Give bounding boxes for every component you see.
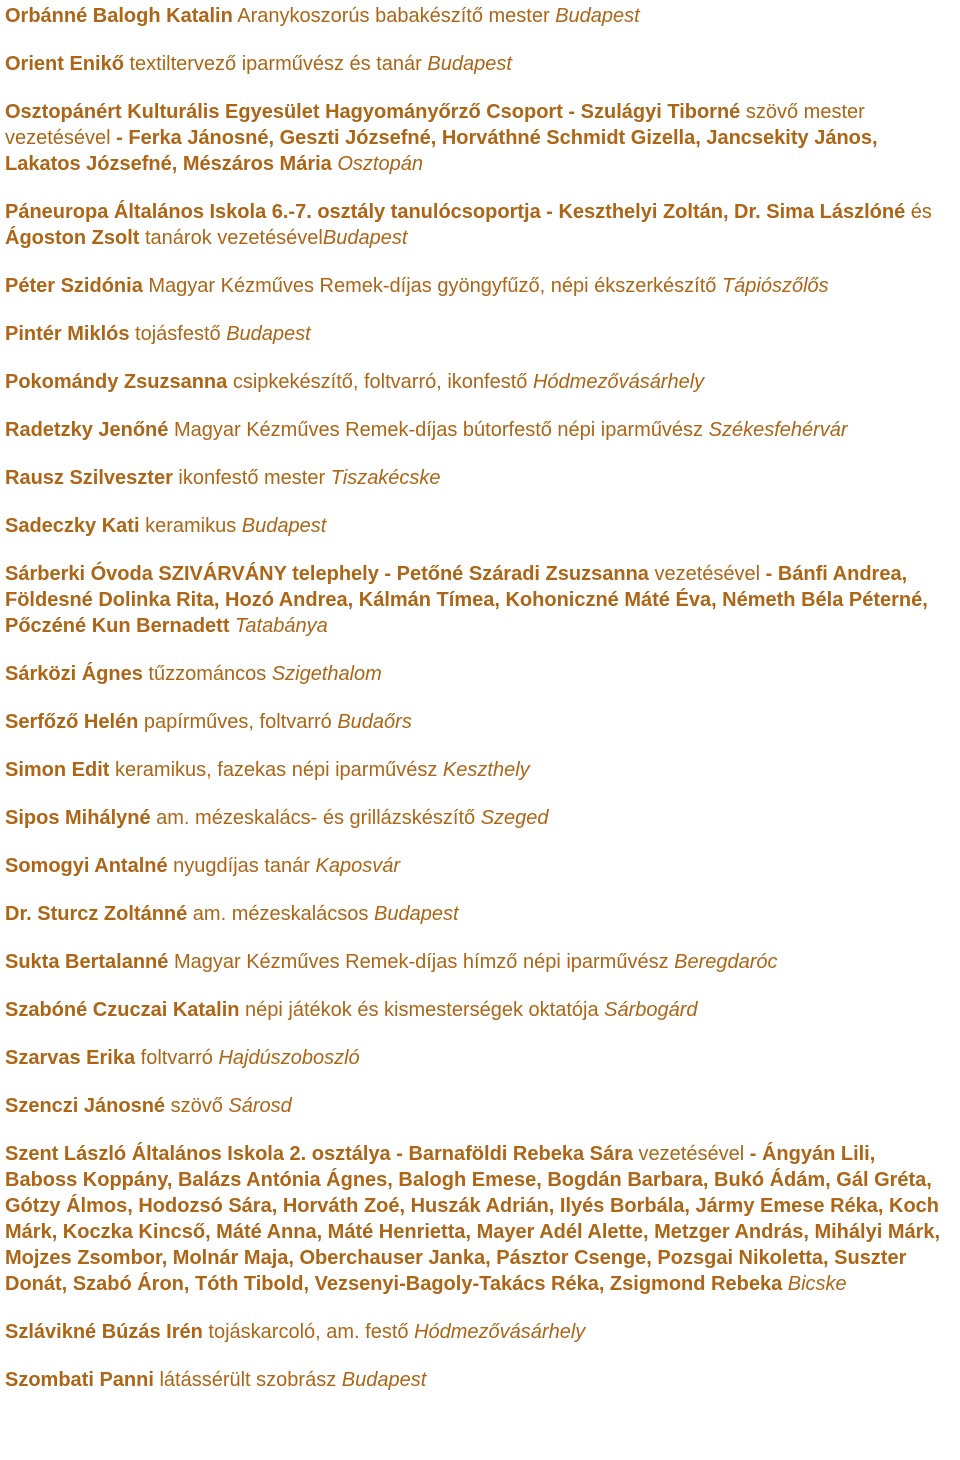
entry-description: vezetésével (648, 563, 766, 585)
list-entry (5, 1093, 950, 1119)
list-entry (5, 901, 950, 927)
list-entry (5, 1141, 950, 1297)
entry-name: Serfőző Helén (5, 711, 139, 733)
entry-location: Székesfehérvár (708, 419, 848, 441)
entry-location: Budaőrs (337, 711, 412, 733)
entry-name: Simon Edit (5, 759, 110, 781)
entry-location: Beregdaróc (674, 951, 778, 973)
entry-description: papírműves, foltvarró (138, 711, 338, 733)
entry-description: népi játékok és kismesterségek oktatója (239, 999, 605, 1021)
list-entry (5, 1045, 950, 1071)
entry-location: Budapest (226, 323, 311, 345)
entry-description: Magyar Kézműves Remek-díjas gyöngyfűző, népi ékszerkészítő (142, 275, 722, 297)
entry-location: Kaposvár (315, 855, 400, 877)
entry-name: - Bánfi Andrea, Földesné Dolinka Rita, Hozó Andrea, Kálmán Tímea, Kohoniczné Máté Éva, Németh Béla Péterné, Pőczéné Kun Bernadett (5, 563, 928, 637)
entry-name: Dr. Sturcz Zoltánné (5, 903, 188, 925)
entry-location: Hajdúszoboszló (218, 1047, 360, 1069)
list-entry (5, 661, 950, 687)
entry-location: Sárbogárd (604, 999, 698, 1021)
entry-description: am. mézeskalács- és grillázskészítő (150, 807, 481, 829)
entry-description: ikonfestő mester (172, 467, 331, 489)
entry-location: Tatabánya (235, 615, 328, 637)
list-entry (5, 709, 950, 735)
entry-location: Tiszakécske (330, 467, 441, 489)
list-entry (5, 805, 950, 831)
list-entry (5, 369, 950, 395)
entry-name: Rausz Szilveszter (5, 467, 173, 489)
entry-description: textiltervező iparművész és tanár (123, 53, 428, 75)
entry-name: Pokomándy Zsuzsanna (5, 371, 228, 393)
entry-name: Szent László Általános Iskola 2. osztálya - Barnaföldi Rebeka Sára (5, 1143, 633, 1165)
entry-description: nyugdíjas tanár (167, 855, 316, 877)
entry-description: keramikus (139, 515, 242, 537)
list-entry (5, 997, 950, 1023)
entry-location: Tápiószőlős (721, 275, 829, 297)
list-entry (5, 561, 950, 639)
entry-name: Sárberki Óvoda SZIVÁRVÁNY telephely - Petőné Száradi Zsuzsanna (5, 563, 649, 585)
list-entry (5, 757, 950, 783)
list-entry (5, 513, 950, 539)
entry-name: Szombati Panni (5, 1369, 154, 1391)
list-entry (5, 949, 950, 975)
entry-location: Hódmezővásárhely (414, 1321, 586, 1343)
list-entry (5, 1367, 950, 1393)
list-entry (5, 853, 950, 879)
entry-name: Pintér Miklós (5, 323, 130, 345)
entry-description: am. mézeskalácsos (187, 903, 374, 925)
entry-description: Aranykoszorús babakészítő mester (232, 5, 556, 27)
entry-description: vezetésével (633, 1143, 750, 1165)
entry-description: keramikus, fazekas népi iparművész (109, 759, 443, 781)
entry-name: Somogyi Antalné (5, 855, 168, 877)
entry-name: Radetzky Jenőné (5, 419, 169, 441)
entry-description: szövő (165, 1095, 229, 1117)
list-entry (5, 199, 950, 251)
entry-name: Orbánné Balogh Katalin (5, 5, 233, 27)
list-entry (5, 417, 950, 443)
entry-name: Szabóné Czuczai Katalin (5, 999, 240, 1021)
entry-description: tűzzománcos (142, 663, 272, 685)
entry-location: Sárosd (228, 1095, 292, 1117)
entry-name: - Ferka Jánosné, Geszti Józsefné, Horváthné Schmidt Gizella, Jancsekity János, Lakatos Józsefné, Mészáros Mária (5, 127, 878, 175)
entry-name: Szarvas Erika (5, 1047, 136, 1069)
entry-description: szövő mester vezetésével (5, 101, 865, 149)
entry-location: Szeged (480, 807, 549, 829)
entry-location: Hódmezővásárhely (532, 371, 705, 393)
list-entry (5, 321, 950, 347)
entry-location: Szigethalom (271, 663, 382, 685)
entry-name: Szlávikné Búzás Irén (5, 1321, 203, 1343)
exhibitor-list (5, 3, 950, 1393)
entry-location: Bicske (787, 1273, 847, 1295)
entry-name: Sukta Bertalanné (5, 951, 169, 973)
entry-description: tojásfestő (129, 323, 227, 345)
entry-name: Sárközi Ágnes (5, 663, 143, 685)
entry-location: Keszthely (442, 759, 530, 781)
entry-location: Budapest (322, 227, 408, 249)
list-entry (5, 99, 950, 177)
entry-location: Budapest (555, 5, 640, 27)
entry-name: Ágoston Zsolt (5, 227, 140, 249)
entry-description: csipkekészítő, foltvarró, ikonfestő (227, 371, 533, 393)
list-entry (5, 1319, 950, 1345)
entry-name: Szenczi Jánosné (5, 1095, 166, 1117)
entry-description: Magyar Kézműves Remek-díjas bútorfestő népi iparművész (168, 419, 709, 441)
entry-name: Sadeczky Kati (5, 515, 140, 537)
entry-location: Osztopán (337, 153, 423, 175)
entry-name: Orient Enikő (5, 53, 124, 75)
entry-location: Budapest (373, 903, 459, 925)
entry-name: Sipos Mihályné (5, 807, 151, 829)
entry-description: Magyar Kézműves Remek-díjas hímző népi iparművész (168, 951, 675, 973)
entry-name: - Ángyán Lili, Baboss Koppány, Balázs Antónia Ágnes, Balogh Emese, Bogdán Barbara, Bukó Ádám, Gál Gréta, Gótzy Álmos, Hodozsó Sára, Horváth Zoé, Huszák Adrián, Ilyés Borbála, Jármy Emese Réka, Koch Márk, Koczka Kincső, Máté Anna, Máté Henrietta, Mayer Adél Alette, Metzger András, Mihályi Márk, Mojzes Zsombor, Molnár Maja, Oberchauser Janka, Pásztor Csenge, Pozsgai Nikoletta, Suszter Donát, Szabó Áron, Tóth Tibold, Vezsenyi-Bagoly-Takács Réka, Zsigmond Rebeka (5, 1143, 941, 1295)
entry-location: Budapest (341, 1369, 427, 1391)
entry-name: Osztopánért Kulturális Egyesület Hagyományőrző Csoport - Szulágyi Tiborné (5, 101, 741, 123)
list-entry (5, 51, 950, 77)
entry-description: tanárok vezetésével (139, 227, 323, 249)
list-entry (5, 273, 950, 299)
entry-description: és (905, 201, 932, 223)
list-entry (5, 3, 950, 29)
entry-description: foltvarró (135, 1047, 219, 1069)
entry-location: Budapest (241, 515, 327, 537)
entry-description: látássérült szobrász (153, 1369, 342, 1391)
entry-description: tojáskarcoló, am. festő (202, 1321, 415, 1343)
list-entry (5, 465, 950, 491)
entry-name: Páneuropa Általános Iskola 6.-7. osztály tanulócsoportja - Keszthelyi Zoltán, Dr. Sima Lászlóné (5, 201, 906, 223)
entry-location: Budapest (427, 53, 512, 75)
entry-name: Péter Szidónia (5, 275, 143, 297)
